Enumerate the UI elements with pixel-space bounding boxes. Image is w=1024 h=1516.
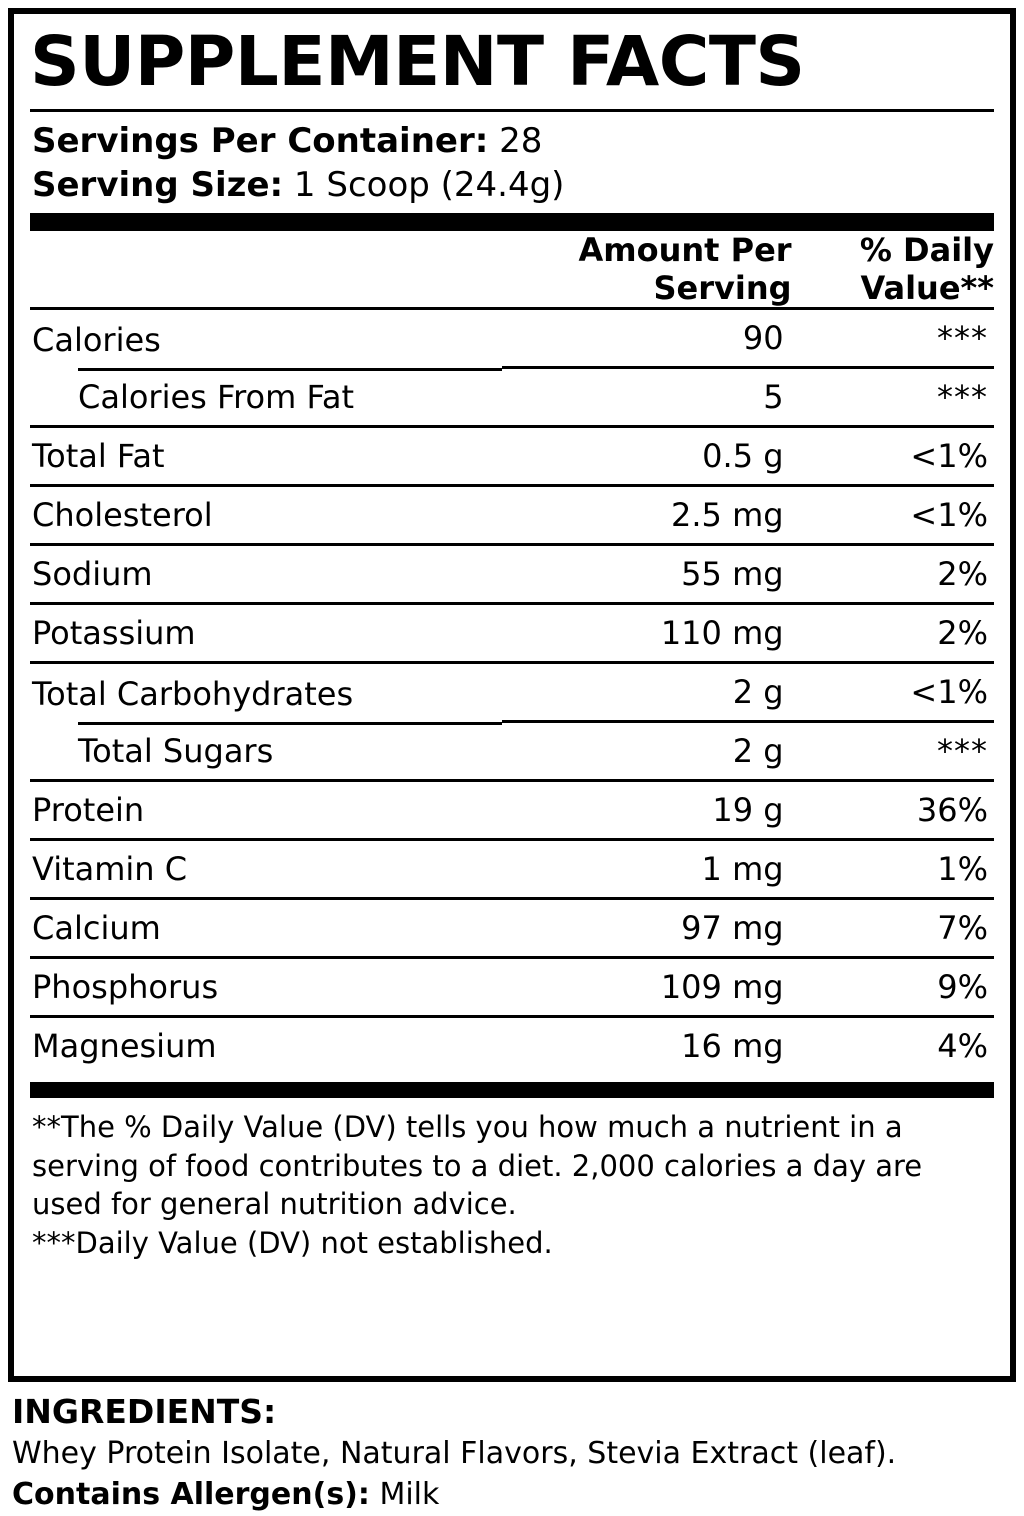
ingredients-heading: INGREDIENTS: [12,1392,277,1431]
row-label [30,722,502,781]
table-row [30,1017,994,1075]
row-daily-value: 36% [792,781,994,840]
row-daily-value: <1% [792,486,994,545]
row-label: Magnesium [30,1017,502,1075]
row-daily-value: 1% [792,840,994,899]
servings-block [30,112,994,213]
table-row [30,604,994,663]
serving-size-label: Serving Size: [32,164,284,205]
table-row [30,486,994,545]
row-daily-value: 2% [792,545,994,604]
row-daily-value: 7% [792,899,994,958]
serving-size-value: 1 Scoop (24.4g) [293,164,565,205]
header-daily-value: % Daily Value** [859,231,994,308]
header-amount-per-serving: Amount Per Serving [578,231,792,308]
divider-thick-bottom [30,1082,994,1098]
footnote-daily-value: **The % Daily Value (DV) tells you how much a nutrient in a serving of food contributes to a diet. 2,000 calories a day are used for general nutrition advice. [32,1110,923,1222]
row-label-text: Calories From Fat [78,378,355,417]
row-label: Potassium [30,604,502,663]
header-blank [30,231,502,309]
nutrition-table [30,231,994,1074]
servings-per-container-label: Servings Per Container: [32,121,489,161]
servings-per-container-line [32,120,994,164]
table-row [30,368,994,427]
table-row [30,427,994,486]
row-amount: 16 mg [502,1017,791,1075]
row-daily-value: 9% [792,958,994,1017]
row-label: Total Carbohydrates [30,663,502,722]
table-row [30,840,994,899]
row-label: Protein [30,781,502,840]
row-amount: 2 g [502,663,791,722]
table-row [30,781,994,840]
row-amount: 1 mg [502,840,791,899]
row-daily-value: 2% [792,604,994,663]
row-amount: 110 mg [502,604,791,663]
row-label-text: Total Sugars [78,732,274,771]
row-amount: 90 [502,309,791,368]
servings-per-container-value: 28 [499,121,543,161]
table-row [30,663,994,722]
row-amount: 5 [502,368,791,427]
nutrition-table-body [30,231,994,1074]
facts-panel [8,8,1016,1382]
row-daily-value: 4% [792,1017,994,1075]
footnotes [30,1098,994,1262]
row-amount: 109 mg [502,958,791,1017]
row-label: Vitamin C [30,840,502,899]
row-amount: 19 g [502,781,791,840]
row-label: Calcium [30,899,502,958]
row-amount: 55 mg [502,545,791,604]
table-row [30,722,994,781]
ingredients-section [8,1392,1016,1515]
row-label: Phosphorus [30,958,502,1017]
table-row [30,309,994,368]
footnote-not-established: ***Daily Value (DV) not established. [32,1225,553,1260]
row-daily-value: <1% [792,427,994,486]
ingredients-text: Whey Protein Isolate, Natural Flavors, Stevia Extract (leaf). [12,1435,897,1471]
row-label: Cholesterol [30,486,502,545]
table-row [30,545,994,604]
table-row [30,958,994,1017]
row-daily-value: *** [792,722,994,781]
allergen-line [12,1475,1012,1516]
serving-size-line [32,164,994,208]
row-label: Total Fat [30,427,502,486]
row-amount: 2 g [502,722,791,781]
allergen-value: Milk [379,1476,440,1512]
row-amount: 2.5 mg [502,486,791,545]
table-header-row [30,231,994,309]
row-daily-value: *** [792,309,994,368]
row-label [30,368,502,427]
row-daily-value: *** [792,368,994,427]
row-daily-value: <1% [792,663,994,722]
row-label: Sodium [30,545,502,604]
row-amount: 0.5 g [502,427,791,486]
table-row [30,899,994,958]
allergen-label: Contains Allergen(s): [12,1476,370,1512]
page-title: SUPPLEMENT FACTS [30,22,805,102]
divider-thick-top [30,213,994,231]
row-amount: 97 mg [502,899,791,958]
row-label: Calories [30,309,502,368]
